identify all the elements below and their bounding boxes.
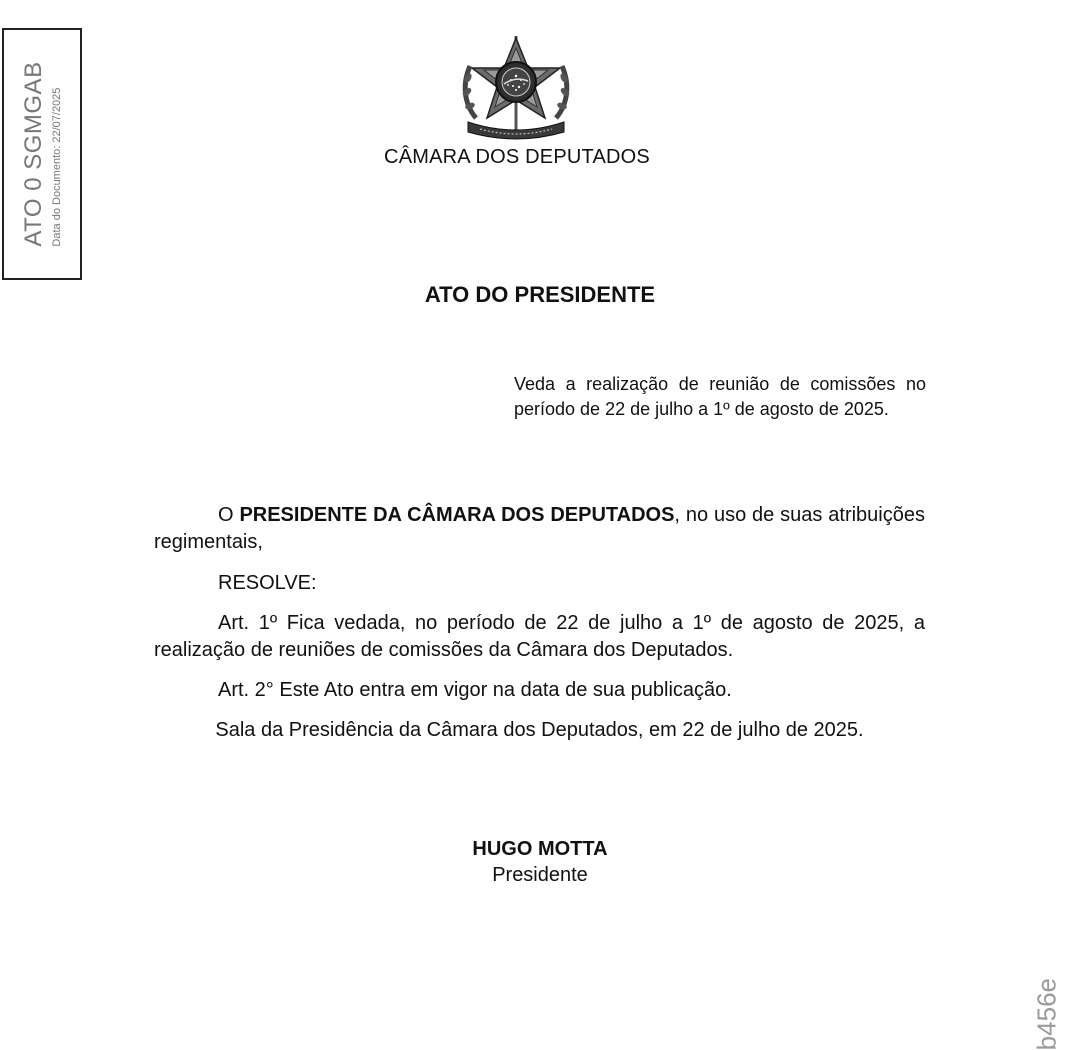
document-ementa: Veda a realização de reunião de comissões no período de 22 de julho a 1º de agosto de 2025.: [514, 374, 926, 419]
institution-name: CÂMARA DOS DEPUTADOS: [384, 146, 650, 168]
brasao-republica-icon: [458, 34, 574, 142]
signer-name: HUGO MOTTA: [472, 838, 608, 860]
signer-role: Presidente: [492, 864, 588, 886]
place-date: Sala da Presidência da Câmara dos Deputados, em 22 de julho de 2025.: [215, 719, 864, 741]
intro-bold: PRESIDENTE DA CÂMARA DOS DEPUTADOS: [239, 504, 675, 526]
intro-paragraph: [154, 502, 925, 556]
document-hash: b456e: [1031, 978, 1061, 1050]
signature-block: [0, 836, 1080, 888]
resolve-paragraph: RESOLVE:: [218, 572, 317, 594]
stamp-code: ATO 0 SGMGAB: [20, 61, 47, 247]
intro-prefix: O: [218, 504, 240, 526]
intro-suffix: , no uso de suas atribuições regimentais,: [154, 504, 925, 553]
document-title: ATO DO PRESIDENTE: [424, 282, 656, 307]
document-body: [154, 502, 925, 744]
article-1: Art. 1º Fica vedada, no período de 22 de julho a 1º de agosto de 2025, a realização de reuniões de comissões da Câmara dos Deputados.: [154, 612, 925, 661]
article-2: Art. 2° Este Ato entra em vigor na data de sua publicação.: [218, 679, 732, 701]
stamp-date: Data do Documento: 22/07/2025: [51, 87, 63, 247]
